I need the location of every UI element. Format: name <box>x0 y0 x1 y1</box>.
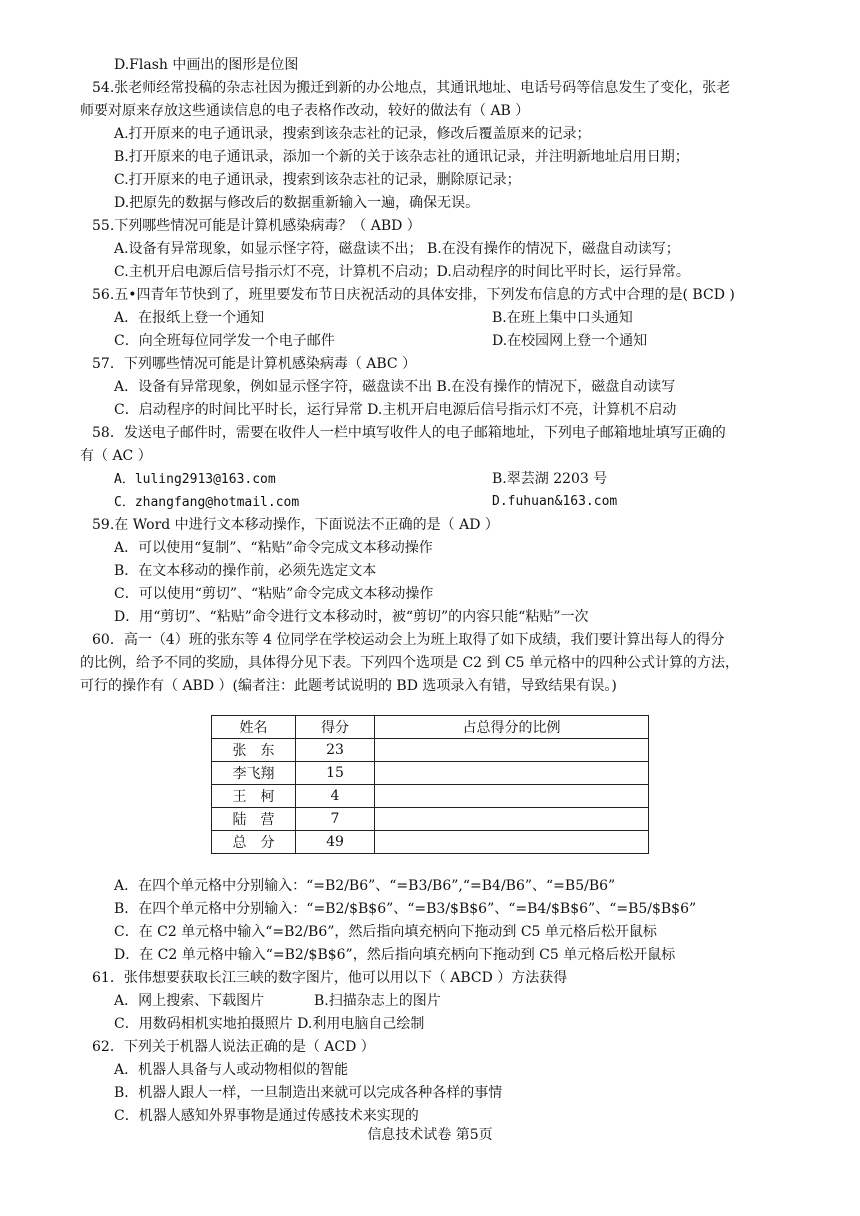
table-row <box>212 739 649 762</box>
question-61-options-cd: C．用数码相机实地拍摄照片 D.利用电脑自己绘制 <box>114 1016 425 1032</box>
cell-ratio <box>375 831 649 854</box>
question-59-option-b: B．在文本移动的操作前，必须先选定文本 <box>114 563 377 579</box>
question-61-options-ab <box>114 991 441 1011</box>
question-62-stem: 62．下列关于机器人说法正确的是（ ACD ） <box>92 1039 375 1055</box>
question-62-option-a: A．机器人具备与人或动物相似的智能 <box>114 1062 349 1078</box>
question-55-stem: 55.下列哪些情况可能是计算机感染病毒？（ ABD ） <box>92 218 421 234</box>
question-60-option-d: D．在 C2 单元格中输入“=B2/$B$6”，然后指向填充柄向下拖动到 C5 单元格后松开鼠标 <box>114 947 676 963</box>
question-56-options-cd <box>114 331 648 351</box>
option-d: D.在校园网上登一个通知 <box>492 333 648 349</box>
header-ratio: 占总得分的比例 <box>375 716 649 739</box>
question-60-option-b: B．在四个单元格中分别输入：“=B2/$B$6”、“=B3/$B$6”、“=B4/$B$6”、“=B5/$B$6” <box>114 901 697 917</box>
question-56-options-ab <box>114 308 633 328</box>
question-62-option-c: C．机器人感知外界事物是通过传感技术来实现的 <box>114 1108 419 1124</box>
cell-name: 李飞翔 <box>212 762 296 785</box>
question-54-option-a: A.打开原来的电子通讯录，搜索到该杂志社的记录，修改后覆盖原来的记录； <box>114 126 591 142</box>
table-row <box>212 762 649 785</box>
question-59-option-a: A．可以使用“复制”、“粘贴”命令完成文本移动操作 <box>114 540 433 556</box>
cell-name: 陆 营 <box>212 808 296 831</box>
question-54-stem-cont: 师要对原来存放这些通读信息的电子表格作改动，较好的做法有（ AB ） <box>80 103 530 119</box>
cell-name: 王 柯 <box>212 785 296 808</box>
option-d: D.fuhuan&163.com <box>492 494 618 509</box>
question-55-options-cd: C.主机开启电源后信号指示灯不亮，计算机不启动；D.启动程序的时间比平时长，运行异常。 <box>114 264 690 280</box>
option-c: C．zhangfang@hotmail.com <box>114 495 300 510</box>
question-57-stem: 57．下列哪些情况可能是计算机感染病毒（ ABC ） <box>92 356 417 372</box>
cell-ratio <box>375 762 649 785</box>
question-56-stem: 56.五•四青年节快到了，班里要发布节日庆祝活动的具体安排，下列发布信息的方式中合理的是( BCD ) <box>92 287 735 303</box>
question-59-option-d: D．用“剪切”、“粘贴”命令进行文本移动时，被“剪切”的内容只能“粘贴”一次 <box>114 609 589 625</box>
cell-ratio <box>375 785 649 808</box>
table-header-row <box>212 716 649 739</box>
table-row <box>212 808 649 831</box>
cell-score: 15 <box>296 762 375 785</box>
option-b: B.扫描杂志上的图片 <box>314 993 441 1009</box>
question-58-options-ab <box>114 469 608 490</box>
option-c: C．向全班每位同学发一个电子邮件 <box>114 333 335 349</box>
score-table <box>211 715 649 854</box>
question-62-option-b: B．机器人跟人一样，一旦制造出来就可以完成各种各样的事情 <box>114 1085 503 1101</box>
table-row <box>212 831 649 854</box>
question-60-option-c: C．在 C2 单元格中输入“=B2/B6”，然后指向填充柄向下拖动到 C5 单元格后松开鼠标 <box>114 924 657 940</box>
cell-name: 张 东 <box>212 739 296 762</box>
question-55-options-ab: A.设备有异常现象，如显示怪字符，磁盘读不出； B.在没有操作的情况下，磁盘自动读写； <box>114 241 680 257</box>
question-61-stem: 61．张伟想要获取长江三峡的数字图片，他可以用以下（ ABCD ）方法获得 <box>92 970 568 986</box>
cell-score: 49 <box>296 831 375 854</box>
option-b: B.在班上集中口头通知 <box>492 310 633 326</box>
cell-name: 总 分 <box>212 831 296 854</box>
option-b: B.翠芸湖 2203 号 <box>492 471 608 487</box>
question-58-stem-cont: 有（ AC ） <box>80 448 152 464</box>
question-54-stem: 54.张老师经常投稿的杂志社因为搬迁到新的办公地点，其通讯地址、电话号码等信息发生了变化，张老 <box>92 80 731 96</box>
question-58-options-cd <box>114 492 618 513</box>
question-57-options-ab: A．设备有异常现象，例如显示怪字符，磁盘读不出 B.在没有操作的情况下，磁盘自动读写 <box>114 379 676 395</box>
header-name: 姓名 <box>212 716 296 739</box>
question-54-option-c: C.打开原来的电子通讯录，搜索到该杂志社的记录，删除原记录； <box>114 172 521 188</box>
question-57-options-cd: C．启动程序的时间比平时长，运行异常 D.主机开启电源后信号指示灯不亮，计算机不启动 <box>114 402 677 418</box>
cell-score: 7 <box>296 808 375 831</box>
page-footer: 信息技术试卷 第5页 <box>367 1127 493 1143</box>
option-a: A．luling2913@163.com <box>114 472 276 487</box>
question-60-stem: 60．高一（4）班的张东等 4 位同学在学校运动会上为班上取得了如下成绩，我们要计算出每人的得分 <box>92 632 725 648</box>
question-53-option-d: D.Flash 中画出的图形是位图 <box>114 57 299 73</box>
question-60-stem-cont-2: 可行的操作有（ ABD ）(编者注：此题考试说明的 BD 选项录入有错，导致结果有误。) <box>80 678 617 694</box>
cell-score: 4 <box>296 785 375 808</box>
option-a: A．网上搜索、下载图片 <box>114 993 265 1009</box>
cell-ratio <box>375 808 649 831</box>
question-54-option-d: D.把原先的数据与修改后的数据重新输入一遍，确保无误。 <box>114 195 480 211</box>
cell-ratio <box>375 739 649 762</box>
question-54-option-b: B.打开原来的电子通讯录，添加一个新的关于该杂志社的通讯记录，并注明新地址启用日期； <box>114 149 689 165</box>
question-60-option-a: A．在四个单元格中分别输入：“=B2/B6”、“=B3/B6”,“=B4/B6”、“=B5/B6” <box>114 878 616 894</box>
cell-score: 23 <box>296 739 375 762</box>
question-58-stem: 58．发送电子邮件时，需要在收件人一栏中填写收件人的电子邮箱地址，下列电子邮箱地址填写正确的 <box>92 425 726 441</box>
question-59-stem: 59.在 Word 中进行文本移动操作，下面说法不正确的是（ AD ） <box>92 517 499 533</box>
table-row <box>212 785 649 808</box>
question-59-option-c: C．可以使用“剪切”、“粘贴”命令完成文本移动操作 <box>114 586 434 602</box>
header-score: 得分 <box>296 716 375 739</box>
question-60-stem-cont: 的比例，给予不同的奖励，具体得分见下表。下列四个选项是 C2 到 C5 单元格中的四种公式计算的方法， <box>80 655 740 671</box>
option-a: A．在报纸上登一个通知 <box>114 310 265 326</box>
